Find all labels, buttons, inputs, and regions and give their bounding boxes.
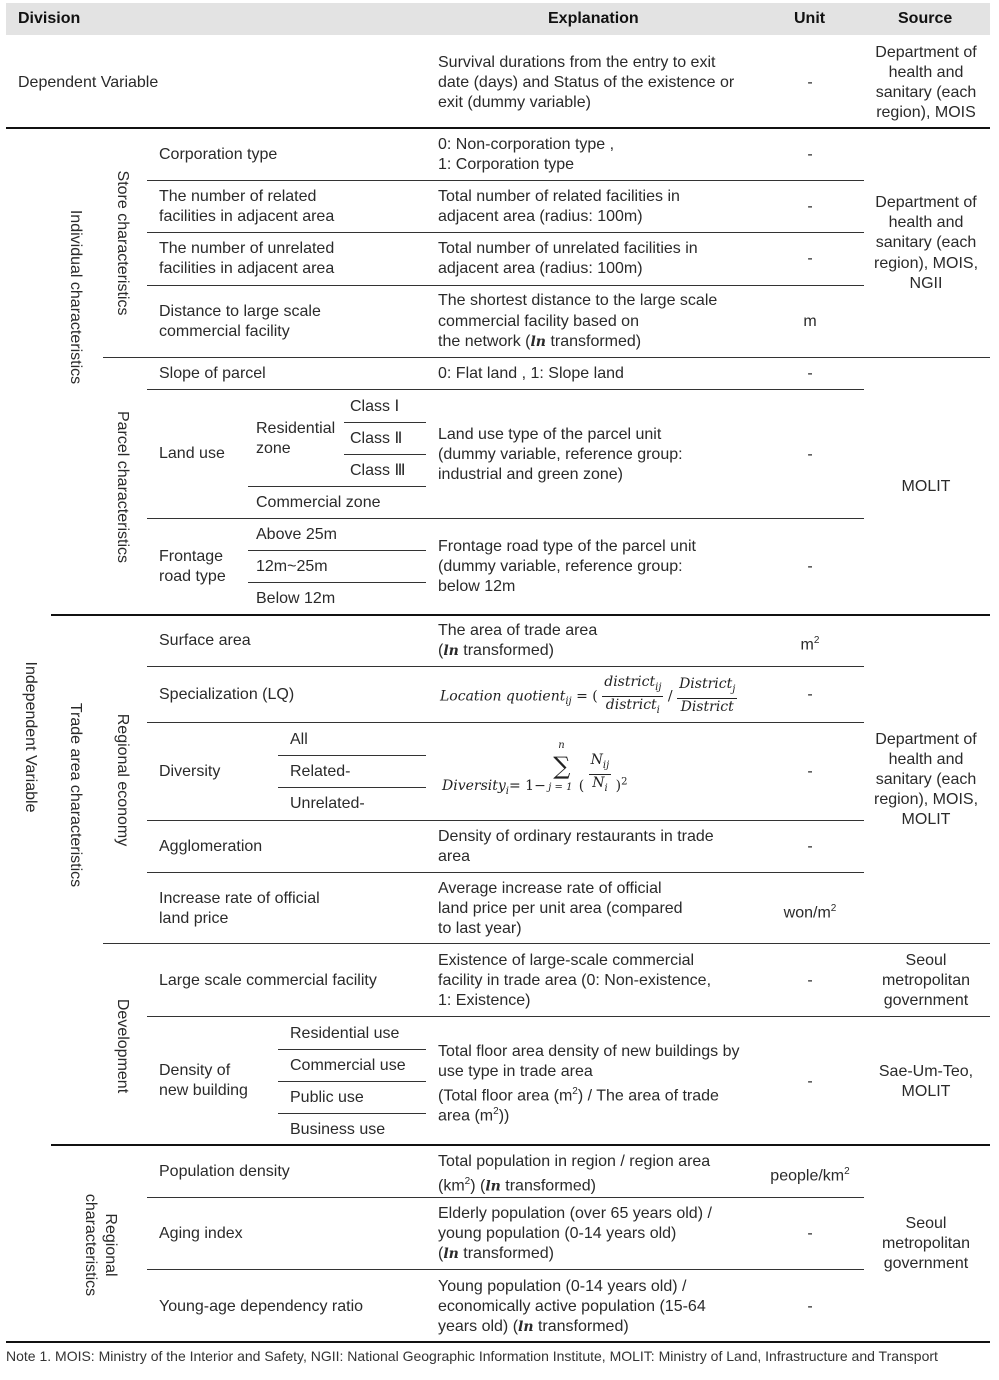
store-source-3: sanitary (each xyxy=(875,234,977,251)
table-note: Note 1. MOIS: Ministry of the Interior and Safety, NGII: National Geographic Information Institute, MOLIT: Ministry of Land, Infrastructure and Transport xyxy=(6,1348,938,1364)
economy-source-4: region), MOIS, xyxy=(873,791,979,808)
economy-source-1: Department of xyxy=(875,731,977,748)
unrelated-name-1: The number of unrelated xyxy=(159,240,335,257)
frontage-unit: - xyxy=(807,558,813,575)
agglomeration-exp-2: area xyxy=(438,848,471,865)
aging-exp-2: young population (0-14 years old) xyxy=(438,1225,677,1242)
aging-exp-3: (ln transformed) xyxy=(438,1245,554,1262)
rule xyxy=(147,666,864,667)
density-residential: Residential use xyxy=(290,1025,400,1042)
surface-unit: $m^2$ xyxy=(800,635,820,654)
rule xyxy=(147,232,864,233)
distance-exp-1: The shortest distance to the large scale xyxy=(438,292,718,309)
lq-name: Specialization (LQ) xyxy=(159,686,295,703)
frontage-below-12: Below 12m xyxy=(256,590,336,607)
individual-label: Individual characteristics xyxy=(67,209,84,385)
frontage-name-1: Frontage xyxy=(159,548,224,565)
land-use-unit: - xyxy=(807,446,813,463)
diversity-unit: - xyxy=(807,763,813,780)
related-name-1: The number of related xyxy=(159,188,317,205)
rule xyxy=(147,820,864,821)
residential-zone-1: Residential xyxy=(256,420,336,437)
density-exp-2: use type in trade area xyxy=(438,1063,593,1080)
rule xyxy=(278,755,426,756)
rule xyxy=(147,722,864,723)
unrelated-unit: - xyxy=(807,250,813,267)
rule xyxy=(248,550,426,551)
parcel-source: MOLIT xyxy=(901,478,951,495)
pop-exp-2: $(km^2)$ (ln transformed) xyxy=(438,1176,596,1195)
commercial-zone: Commercial zone xyxy=(256,494,381,511)
regional-source-3: government xyxy=(883,1255,969,1272)
class-3: Class Ⅲ xyxy=(350,462,406,479)
related-unit: - xyxy=(807,198,813,215)
pop-unit: people/$km^2$ xyxy=(770,1166,850,1185)
density-exp-3: (Total floor area $(m^2)$ / The area of trade xyxy=(438,1086,719,1105)
surface-name: Surface area xyxy=(159,632,251,649)
diversity-name: Diversity xyxy=(159,763,221,780)
rule xyxy=(278,787,426,788)
rule xyxy=(278,1113,426,1114)
table-header xyxy=(6,3,990,35)
young-name: Young-age dependency ratio xyxy=(159,1298,364,1315)
large-exp-3: 1: Existence) xyxy=(438,992,531,1009)
large-source-2: metropolitan xyxy=(881,972,971,989)
large-source-3: government xyxy=(883,992,969,1009)
density-commercial: Commercial use xyxy=(290,1057,406,1074)
corp-name: Corporation type xyxy=(159,146,278,163)
dependent-exp-1: Survival durations from the entry to exit xyxy=(438,54,716,71)
regional-source-1: Seoul xyxy=(905,1215,947,1232)
distance-name-2: commercial facility xyxy=(159,323,290,340)
dependent-source-3: sanitary (each xyxy=(875,84,977,101)
independent-label: Independent Variable xyxy=(22,661,39,813)
rule xyxy=(147,872,864,873)
rule-dependent-bottom xyxy=(6,127,990,129)
distance-exp-2: commercial facility based on xyxy=(438,313,639,330)
rule xyxy=(344,454,426,455)
class-2: Class Ⅱ xyxy=(350,430,403,447)
development-label: Development xyxy=(114,998,131,1094)
density-business: Business use xyxy=(290,1121,386,1138)
rule xyxy=(147,1197,864,1198)
slope-exp: 0: Flat land , 1: Slope land xyxy=(438,365,624,382)
rule xyxy=(147,1269,864,1270)
distance-name-1: Distance to large scale xyxy=(159,303,321,320)
rule xyxy=(103,943,990,944)
dependent-source-4: region), MOIS xyxy=(876,104,976,121)
rule xyxy=(278,1081,426,1082)
corp-exp-2: 1: Corporation type xyxy=(438,156,575,173)
young-unit: - xyxy=(807,1298,813,1315)
dependent-exp-3: exit (dummy variable) xyxy=(438,94,591,111)
rule xyxy=(147,389,864,390)
frontage-exp-3: below 12m xyxy=(438,578,516,595)
economy-source-5: MOLIT xyxy=(901,811,951,828)
diversity-unrelated: Unrelated- xyxy=(290,795,365,812)
land-price-name-1: Increase rate of official xyxy=(159,890,320,907)
aging-exp-1: Elderly population (over 65 years old) / xyxy=(438,1205,712,1222)
slope-unit: - xyxy=(807,365,813,382)
related-exp-2: adjacent area (radius: 100m) xyxy=(438,208,643,225)
regional-source-2: metropolitan xyxy=(881,1235,971,1252)
land-price-exp-3: to last year) xyxy=(438,920,522,937)
frontage-exp-1: Frontage road type of the parcel unit xyxy=(438,538,696,555)
rule-table-bottom xyxy=(6,1341,990,1343)
frontage-name-2: road type xyxy=(159,568,226,585)
rule xyxy=(147,518,864,519)
regional-char-label-2: characteristics xyxy=(82,1193,99,1297)
distance-unit: m xyxy=(803,313,817,330)
store-source-1: Department of xyxy=(875,194,977,211)
rule xyxy=(147,180,864,181)
regional-char-label-1: Regional xyxy=(102,1213,119,1277)
agglomeration-name: Agglomeration xyxy=(159,838,263,855)
residential-zone-2: zone xyxy=(256,440,291,457)
store-source-5: NGII xyxy=(909,275,943,292)
dependent-source-1: Department of xyxy=(875,44,977,61)
land-use-exp-3: industrial and green zone) xyxy=(438,466,624,483)
land-price-exp-1: Average increase rate of official xyxy=(438,880,662,897)
density-unit: - xyxy=(807,1073,813,1090)
unrelated-name-2: facilities in adjacent area xyxy=(159,260,335,277)
related-name-2: facilities in adjacent area xyxy=(159,208,335,225)
lq-formula: Location quotient$_{ij}$ = ( $\frac{district_{ij}}{district_i}$ / $\frac{District_j}{\text{District}}$ xyxy=(440,674,736,716)
ln-symbol: ln xyxy=(530,334,546,350)
header-unit: Unit xyxy=(794,10,826,27)
frontage-12-25: 12m~25m xyxy=(256,558,328,575)
class-1: Class Ⅰ xyxy=(350,398,400,415)
agglomeration-exp-1: Density of ordinary restaurants in trade xyxy=(438,828,714,845)
header-source: Source xyxy=(898,10,953,27)
diversity-all: All xyxy=(290,731,308,748)
aging-name: Aging index xyxy=(159,1225,243,1242)
dependent-unit: - xyxy=(807,74,813,91)
dependent-source-2: health and xyxy=(888,64,964,81)
frontage-exp-2: (dummy variable, reference group: xyxy=(438,558,683,575)
rule-trade-bottom xyxy=(51,1144,990,1146)
density-name-2: new building xyxy=(159,1082,248,1099)
lq-unit: - xyxy=(807,686,813,703)
diversity-related: Related- xyxy=(290,763,351,780)
large-source-1: Seoul xyxy=(905,952,947,969)
rule-individual-bottom xyxy=(51,614,990,616)
land-price-exp-2: land price per unit area (compared xyxy=(438,900,683,917)
density-public: Public use xyxy=(290,1089,364,1106)
pop-name: Population density xyxy=(159,1163,290,1180)
density-source-2: MOLIT xyxy=(901,1083,951,1100)
corp-unit: - xyxy=(807,146,813,163)
land-use-name: Land use xyxy=(159,445,225,462)
density-exp-4: area $(m^2)$) xyxy=(438,1106,510,1125)
surface-exp-2: (ln transformed) xyxy=(438,642,554,659)
large-exp-2: facility in trade area (0: Non-existence, xyxy=(438,972,712,989)
aging-unit: - xyxy=(807,1225,813,1242)
rule xyxy=(103,357,990,358)
rule xyxy=(278,1049,426,1050)
distance-exp-3: the network (ln transformed) xyxy=(438,333,642,350)
dependent-exp-2: date (days) and Status of the existence or xyxy=(438,74,735,91)
land-use-exp-2: (dummy variable, reference group: xyxy=(438,446,683,463)
header-division: Division xyxy=(18,10,81,27)
trade-area-label: Trade area characteristics xyxy=(67,702,84,888)
land-price-unit: won/$m^2$ xyxy=(783,903,837,922)
store-source-2: health and xyxy=(888,214,964,231)
large-name: Large scale commercial facility xyxy=(159,972,377,989)
young-exp-3: years old) (ln transformed) xyxy=(438,1318,629,1335)
young-exp-2: economically active population (15-64 xyxy=(438,1298,706,1315)
young-exp-1: Young population (0-14 years old) / xyxy=(438,1278,687,1295)
header-explanation: Explanation xyxy=(548,10,639,27)
diversity-formula: Diversity$_i$= 1− n ∑ j = 1 ( $\frac{N_{ij}}{N_i}$ )$^2$ xyxy=(442,740,628,798)
corp-exp-1: 0: Non-corporation type , xyxy=(438,136,615,153)
rule xyxy=(248,486,426,487)
store-label: Store characteristics xyxy=(114,170,131,316)
rule xyxy=(344,422,426,423)
density-name-1: Density of xyxy=(159,1062,231,1079)
economy-source-3: sanitary (each xyxy=(875,771,977,788)
density-exp-1: Total floor area density of new buildings by xyxy=(438,1043,740,1060)
rule xyxy=(248,582,426,583)
rule xyxy=(147,285,864,286)
rule xyxy=(147,1016,990,1017)
unrelated-exp-1: Total number of unrelated facilities in xyxy=(438,240,698,257)
slope-name: Slope of parcel xyxy=(159,365,266,382)
agglomeration-unit: - xyxy=(807,838,813,855)
pop-exp-1: Total population in region / region area xyxy=(438,1153,711,1170)
unrelated-exp-2: adjacent area (radius: 100m) xyxy=(438,260,643,277)
regional-economy-label: Regional economy xyxy=(114,713,131,847)
related-exp-1: Total number of related facilities in xyxy=(438,188,680,205)
land-use-exp-1: Land use type of the parcel unit xyxy=(438,426,662,443)
economy-source-2: health and xyxy=(888,751,964,768)
dependent-label: Dependent Variable xyxy=(18,74,159,91)
parcel-label: Parcel characteristics xyxy=(114,410,131,564)
large-unit: - xyxy=(807,972,813,989)
store-source-4: region), MOIS, xyxy=(873,255,979,272)
land-price-name-2: land price xyxy=(159,910,229,927)
large-exp-1: Existence of large-scale commercial xyxy=(438,952,695,969)
frontage-above-25: Above 25m xyxy=(256,526,337,543)
surface-exp-1: The area of trade area xyxy=(438,622,598,639)
density-source-1: Sae-Um-Teo, xyxy=(878,1063,974,1080)
